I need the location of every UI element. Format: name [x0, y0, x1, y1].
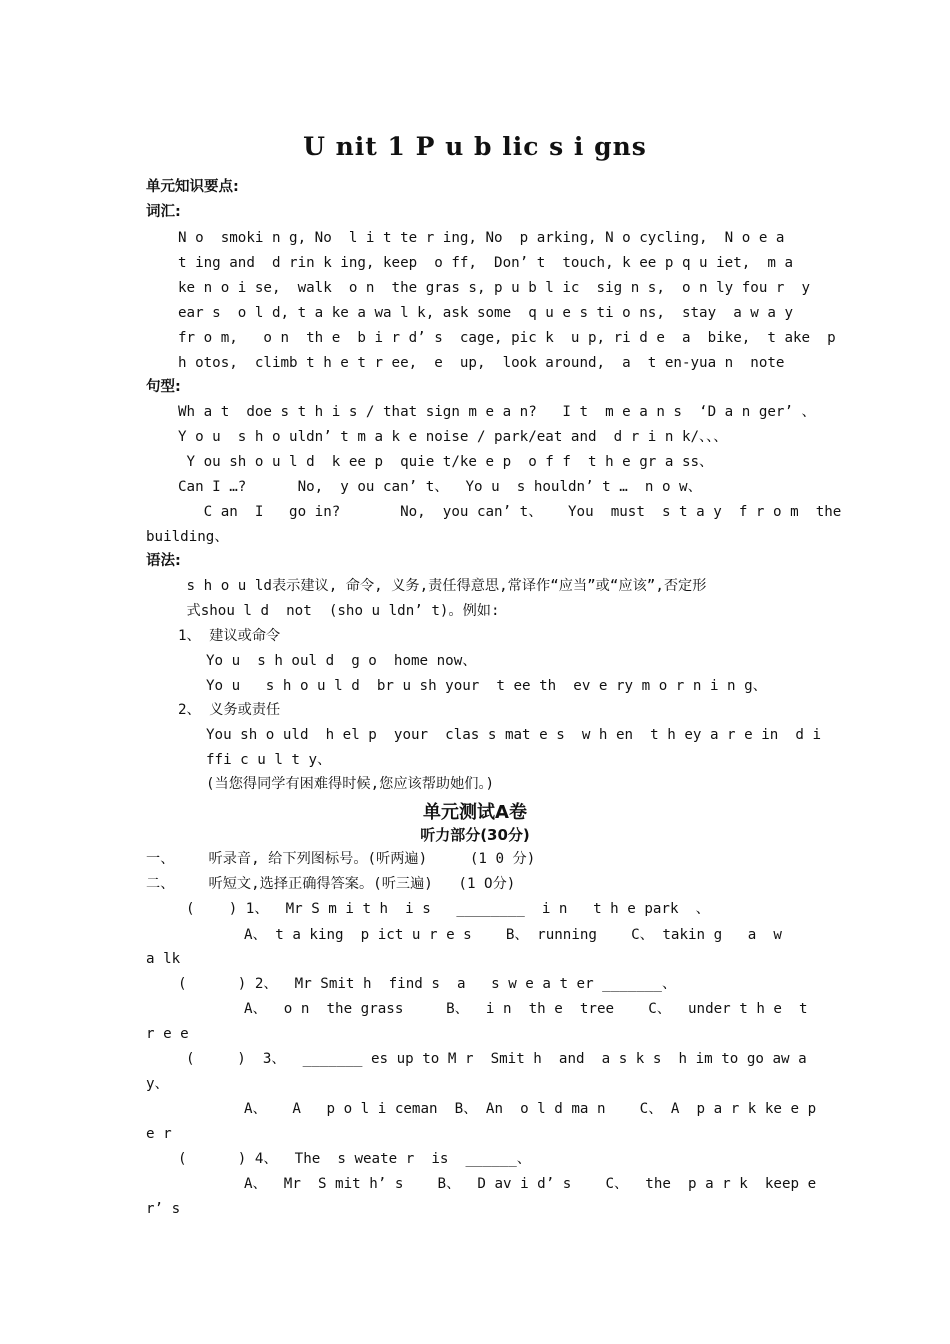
knowledge-heading: 单元知识要点: [146, 179, 239, 195]
question-option: A、 Mr S mit h’ s B、 D av i d’ s C、 the p a r k keep e [244, 1176, 817, 1192]
instruction-line: 二、 听短文,选择正确得答案。(听三遍) (1 O分) [146, 876, 516, 892]
question-line: ( ) 1、 Mr S m i t h i s ________ i n t h e park 、 [186, 901, 710, 917]
vocab-line: ear s o l d, t a ke a wa l k, ask some q u e s ti o ns, stay a w a y [178, 305, 793, 321]
question-option: r’ s [146, 1201, 181, 1217]
vocab-line: t ing and d rin k ing, keep o ff, Don’ t touch, k ee p q u iet, m a [178, 255, 793, 271]
sentence-label: 句型: [146, 379, 181, 395]
sentence-line: building、 [146, 529, 229, 545]
grammar-line: 式shou l d not (sho u ldn’ t)。例如: [178, 603, 500, 619]
instruction-line: 一、 听录音, 给下列图标号。(听两遍) (1 0 分) [146, 851, 536, 867]
grammar-line: 2、 义务或责任 [178, 702, 281, 718]
grammar-line: Yo u s h oul d g o home now、 [206, 653, 477, 669]
vocab-label: 词汇: [146, 204, 181, 220]
grammar-line: ffi c u l t y、 [206, 752, 332, 768]
vocab-line: fr o m, o n th e b i r d’ s cage, pic k u p, ri d e a bike, t ake p [178, 330, 836, 346]
question-line: ( ) 3、 _______ es up to M r Smit h and a s k s h im to go aw a [186, 1051, 807, 1067]
vocab-line: N o smoki n g, No l i t te r ing, No p arking, N o cycling, N o e a [178, 230, 785, 246]
sentence-line: Y ou sh o u l d k ee p quie t/ke e p o f f t h e gr a ss、 [178, 454, 714, 470]
question-line: y、 [146, 1076, 169, 1092]
sentence-line: Wh a t doe s t h i s / that sign m e a n? I t m e a n s ‘D a n ger’ 、 [178, 404, 816, 420]
grammar-line: You sh o uld h el p your clas s mat e s w h en t h ey a r e in d i [206, 727, 821, 743]
grammar-label: 语法: [146, 553, 181, 569]
question-line: ( ) 4、 The s weate r is ______、 [178, 1151, 531, 1167]
question-option: A、 o n the grass B、 i n th e tree C、 under t h e t [244, 1001, 808, 1017]
test-title: 单元测试A卷 [423, 802, 527, 823]
question-option: e r [146, 1126, 172, 1142]
grammar-line: Yo u s h o u l d br u sh your t ee th ev e ry m o r n i n g、 [206, 678, 767, 694]
grammar-line: s h o u ld表示建议, 命令, 义务,责任得意思,常译作“应当”或“应该”,否定形 [178, 578, 707, 594]
question-option: r e e [146, 1026, 189, 1042]
page-title: U nit 1 P u b lic s i gns [303, 132, 647, 161]
sentence-line: Y o u s h o uldn’ t m a k e noise / park/eat and d r i n k/、、、 [178, 429, 728, 445]
sentence-line: C an I go in? No, you can’ t、 You must s t a y f r o m the [178, 504, 842, 520]
question-option: a lk [146, 951, 181, 967]
vocab-line: h otos, climb t h e t r ee, e up, look around, a t en-yua n note [178, 355, 785, 371]
listening-title: 听力部分(30分) [420, 826, 530, 844]
grammar-line: 1、 建议或命令 [178, 628, 281, 644]
question-line: ( ) 2、 Mr Smit h find s a s w e a t er _______、 [178, 976, 677, 992]
sentence-line: Can I …? No, y ou can’ t、 Yo u s houldn’ t … n o w、 [178, 479, 702, 495]
question-option: A、 A p o l i ceman B、 An o l d ma n C、 A p a r k ke e p [244, 1101, 817, 1117]
question-option: A、 t a king p ict u r e s B、 running C、 takin g a w [244, 927, 782, 943]
vocab-line: ke n o i se, walk o n the gras s, p u b l ic sig n s, o n ly fou r y [178, 280, 811, 296]
grammar-line: (当您得同学有困难得时候,您应该帮助她们。) [206, 776, 495, 792]
